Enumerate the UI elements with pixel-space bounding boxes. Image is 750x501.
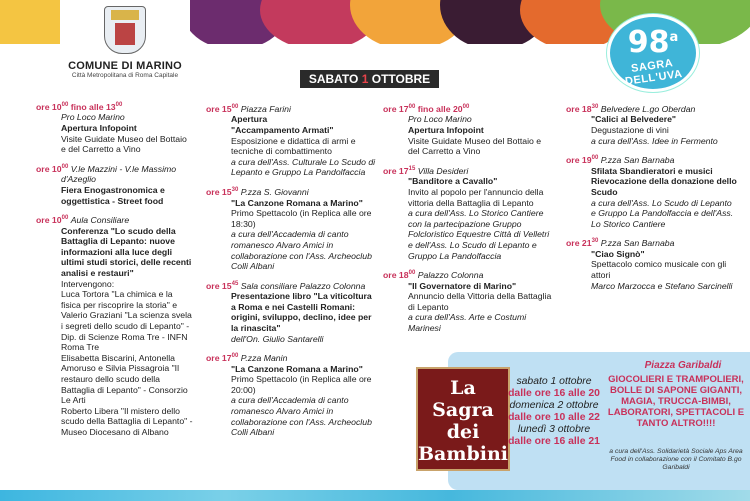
event-banditore: ore $17^{15}$ Villa Desideri "Banditore a Cavallo" Invito al popolo per l'annuncio della vittoria della Battaglia di Lepanto a cura dell'Ass. Lo Storico Cantiere con la partecipazione Gruppo Folcloristico Equestre Città di Velletri e dell'Ass. Lo Scudo di Lepanto e Gruppo La Pandolfaccia [383,164,555,261]
event-conferenza: ore $10^{00}$ Aula Consiliare Conferenza "Lo scudo della Battaglia di Lepanto: nuove informazioni alla luce degli ultimi studi storici, delle recenti analisi e restauri" Intervengono: Luca Tortora "La chimica e la fisica per riscoprire la storia" e Valerio Graziani "La scienza svela i segreti dello scudo di Lepanto" - Dip. di Scienze Roma Tre - INFN Roma Tre Elisabetta Biscarini, Antonella Amoruso e Silvia Pissagroia "Il restauro dello scudo della Battaglia di Lepanto" - Consorzio Le Arti Roberto Libera "Il mistero dello scudo della Battaglia di Lepanto" - Museo Diocesano di Albano [36,215,193,437]
event-title: "Banditore a Cavallo" [408,176,498,187]
event-credits: a cura dell'Ass. Culturale Lo Scudo di Lepanto e Gruppo La Pandolfaccia [231,156,376,178]
schedule-column-2 [206,102,378,445]
event-title: "Calici al Belvedere" [591,114,677,125]
event-credits: a cura dell'Accademia di canto romanesco Alvaro Amici in collaborazione con l'Ass. Archeoclub Colli Albani [231,229,372,272]
event-desc: Degustazione di vini [591,125,669,136]
schedule-column-1 [36,100,194,444]
speaker-line: Elisabetta Biscarini, Antonella Amoruso e Silvia Pissagroia "Il restauro dello scudo della Battaglia di Lepanto" - Consorzio Le Arti [61,352,188,406]
footer-strip [0,490,750,501]
event-infopoint-morning [36,100,194,155]
event-credits: a cura dell'Ass. Lo Storico Cantiere con la partecipazione Gruppo Folcloristico Equestre Città di Velletri e dell'Ass. Lo Scudo di Lepanto e Gruppo La Pandolfaccia [408,208,550,261]
event-ciao-signo: ore $21^{30}$ P.zza San Barnaba "Ciao Signò" Spettacolo comico musicale con gli attori Marco Marzocca e Stefano Sarcinelli [566,236,738,291]
event-credits: a cura dell'Ass. Idee in Fermento [591,135,718,146]
crest-icon [104,6,146,54]
event-credits: a cura dell'Accademia di canto romanesco Alvaro Amici in collaborazione con l'Ass. Archeoclub Colli Albani [231,395,372,438]
sagra-badge [607,14,699,92]
event-title: Fiera Enogastronomica e oggettistica - Street food [61,184,165,206]
speakers-label: Intervengono: [61,278,115,289]
event-place: Pro Loco Marino [61,112,125,123]
event-infopoint-afternoon [383,102,555,157]
schedule-column-3 [383,102,555,341]
event-desc: Primo Spettacolo (in Replica alle ore 20:00) [231,374,372,395]
event-desc: Esposizione e didattica di armi e tecniche di combattimento [231,135,356,157]
sagra-bambini-poster: La Sagra dei Bambini [416,367,510,471]
event-governatore: ore $18^{00}$ Palazzo Colonna "Il Governatore di Marino" Annuncio della Vittoria della Battaglia di Lepanto a cura dell'Ass. Arte e Costumi Marinesi [383,268,555,333]
event-title: "Il Governatore di Marino" [408,280,517,291]
event-title: Apertura Infopoint [61,123,137,134]
event-canzone-1: ore $15^{30}$ P.zza S. Giovanni "La Canzone Romana a Marino" Primo Spettacolo (in Replica alle ore 18:30) a cura dell'Accademia di canto romanesco Alvaro Amici in collaborazione con l'Ass. Archeoclub Colli Albani [206,185,378,272]
kids-activities: GIOCOLIERI E TRAMPOLIERI, BOLLE DI SAPONE GIGANTI, MAGIA, TRUCCA-BIMBI, LABORATORI, SPETTACOLI E TANTO ALTRO!!!! [607,374,745,429]
event-desc: Invito al popolo per l'annuncio della vittoria della Battaglia di Lepanto [408,186,544,208]
sagra-bambini-box [418,352,750,490]
event-libro: ore $15^{45}$ Sala consiliare Palazzo Colonna Presentazione libro "La viticoltura a Roma e nei Castelli Romani: origini, sviluppo, declino, idee per la rinascita" dell'On. Giulio Santarelli [206,279,378,344]
kids-schedule: sabato 1 ottobre dalle ore 16 alle 20 domenica 2 ottobre dalle ore 10 alle 22 lunedì 3 ottobre dalle ore 16 alle 21 [508,376,600,447]
kids-location: Piazza Garibaldi [644,360,722,371]
event-time: ore $10^{00}$ fino alle $13^{00}$ [36,101,123,112]
event-title: "Ciao Signò" [591,248,645,259]
date-prefix: SABATO [308,72,362,86]
event-fiera: ore $10^{00}$ V.le Mazzini - V.le Massimo d'Azeglio Fiera Enogastronomica e oggettistica - Street food [36,162,194,206]
badge-ordinal: a [669,30,679,45]
badge-number: 98 [627,25,670,60]
event-credits: a cura dell'Ass. Lo Scudo di Lepanto e Gruppo La Pandolfaccia e dell'Ass. Lo Storico Cantiere [591,197,734,229]
schedule-column-4 [566,102,738,298]
event-title: "La Canzone Romana a Marino" [231,197,363,208]
event-desc: Visite Guidate Museo del Bottaio e del Carretto a Vino [408,135,542,157]
event-sfilata: ore $19^{00}$ P.zza San Barnaba Sfilata Sbandieratori e musici Rievocazione della donazione dello Scudo a cura dell'Ass. Lo Scudo di Lepanto e Gruppo La Pandolfaccia e dell'Ass. Lo Storico Cantiere [566,155,737,229]
event-title: "Accampamento Armati" [231,125,334,136]
event-desc: Annuncio della Vittoria della Battaglia di Lepanto [408,291,552,312]
logo-subtitle: Città Metropolitana di Roma Capitale [71,72,179,79]
kids-credits: a cura dell'Ass. Solidarietà Sociale Aps Area Food in collaborazione con il Comitato B.go Garibaldi [609,448,743,471]
date-banner [300,70,439,88]
date-suffix: OTTOBRE [368,72,431,86]
date-number: 1 [361,72,369,86]
event-title: "La Canzone Romana a Marino" [231,363,363,374]
municipality-logo [60,0,190,90]
logo-name: COMUNE DI MARINO [68,60,182,72]
event-title: Sfilata Sbandieratori e musici Rievocazione della donazione dello Scudo [591,165,737,197]
speaker-line: Luca Tortora "La chimica e la fisica per riscoprire la storia" e Valerio Graziani "La scienza svela i segreti dello scudo di Lepanto" - Dip. di Scienze Roma Tre - INFN Roma Tre [61,289,192,353]
event-title: Presentazione libro "La viticoltura a Roma e nei Castelli Romani: origini, sviluppo, declino, idee per la rinascita" [231,291,372,333]
event-calici: ore $18^{30}$ Belvedere L.go Oberdan "Calici al Belvedere" Degustazione di vini a cura dell'Ass. Idee in Fermento [566,102,738,146]
event-desc: Visite Guidate Museo del Bottaio e del Carretto a Vino [61,133,187,155]
event-place: Pro Loco Marino [408,114,472,125]
event-title: Conferenza "Lo scudo della Battaglia di Lepanto: nuove informazioni alla luce degli ultimi studi storici, delle recenti analisi e restauri" [61,225,192,278]
speaker-line: Roberto Libera "Il mistero dello scudo della Battaglia di Lepanto" - Museo Diocesano di Albano [61,405,193,437]
event-time: ore $17^{00}$ fino alle $20^{00}$ [383,103,470,114]
event-title: Apertura Infopoint [408,125,484,136]
event-title: Apertura [231,114,268,125]
badge-text: SAGRA DELL'UVA [624,57,684,88]
event-credits: Marco Marzocca e Stefano Sarcinelli [591,280,733,291]
event-desc: Primo Spettacolo (in Replica alle ore 18:30) [231,208,372,229]
event-desc: Spettacolo comico musicale con gli attori [591,259,727,280]
event-credits: a cura dell'Ass. Arte e Costumi Marinesi [408,312,527,333]
event-accampamento: ore $15^{00}$ Piazza Farini Apertura "Accampamento Armati" Esposizione e didattica di armi e tecniche di combattimento a cura dell'Ass. Culturale Lo Scudo di Lepanto e Gruppo La Pandolfaccia [206,102,378,178]
event-credits: dell'On. Giulio Santarelli [231,333,324,344]
event-canzone-2: ore $17^{00}$ P.zza Manin "La Canzone Romana a Marino" Primo Spettacolo (in Replica alle ore 20:00) a cura dell'Accademia di canto romanesco Alvaro Amici in collaborazione con l'Ass. Archeoclub Colli Albani [206,351,378,438]
